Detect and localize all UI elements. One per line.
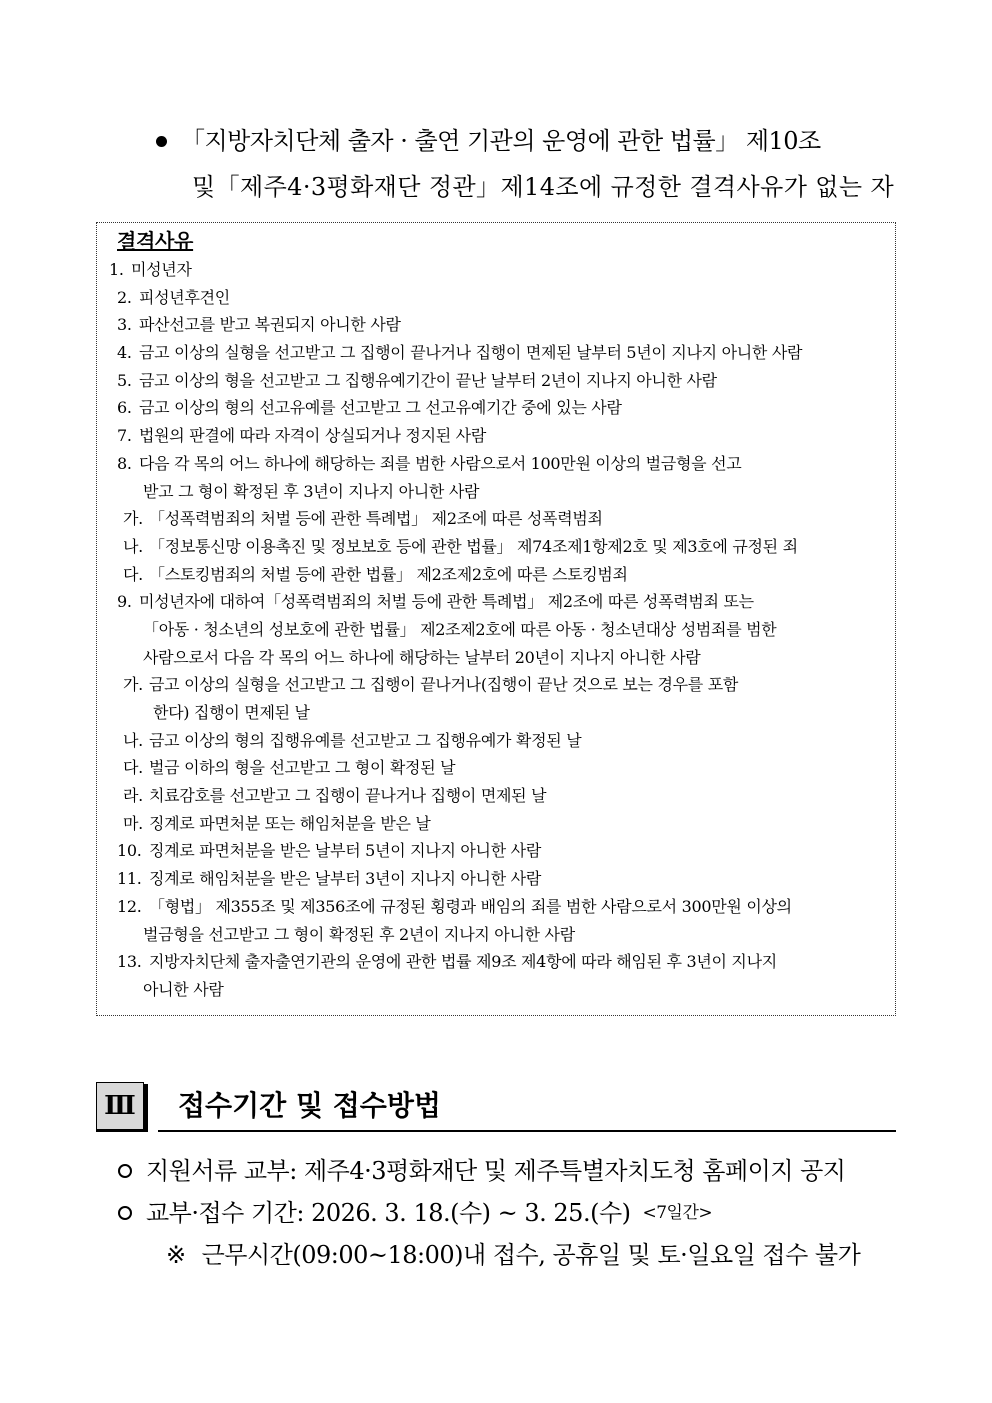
item-text: 피성년후견인 [139,287,230,307]
list-item [97,727,897,755]
intro-text-1: 「지방자치단체 출자 · 출연 기관의 운영에 관한 법률」 제10조 [181,127,821,155]
list-item [97,367,897,395]
list-item [97,284,897,312]
disqualification-box [96,222,896,1016]
item-text: 「아동 · 청소년의 성보호에 관한 법률」 제2조제2호에 따른 아동 · 청소년대상 성범죄를 범한 [143,619,777,639]
item-number: 10. [117,841,142,861]
note-mark: ※ [166,1241,186,1269]
item-text: 「형법」 제355조 및 제356조에 규정된 횡령과 배임의 죄를 범한 사람으로서 300만원 이상의 [149,896,792,916]
item-number: 7. [117,426,132,446]
list-item [97,533,897,561]
list-item [97,339,897,367]
item-number: 2. [117,287,132,307]
item-number: 마. [123,813,143,833]
item-text: 「스토킹범죄의 처벌 등에 관한 법률」 제2조제2호에 따른 스토킹범죄 [149,564,628,584]
apply-line-1 [118,1150,898,1192]
item-text: 징계로 파면처분 또는 해임처분을 받은 날 [149,813,431,833]
list-item [97,865,897,893]
intro-line-1 [150,118,900,164]
list-item [97,616,897,644]
item-text: 아니한 사람 [143,979,224,999]
item-text: 금고 이상의 형의 집행유예를 선고받고 그 집행유예가 확정된 날 [149,730,582,750]
item-text: 금고 이상의 실형을 선고받고 그 집행이 끝나거나 집행이 면제된 날부터 5년이 지나지 아니한 사람 [139,343,803,363]
section-number: Ⅲ [96,1082,144,1130]
list-item [97,588,897,616]
item-number: 11. [117,869,142,889]
list-item [97,450,897,478]
circle-bullet-icon [118,1164,132,1178]
item-number: 가. [123,509,143,529]
list-item [97,561,897,589]
item-text: 징계로 해임처분을 받은 날부터 3년이 지나지 아니한 사람 [149,869,541,889]
item-text: 받고 그 형이 확정된 후 3년이 지나지 아니한 사람 [143,481,480,501]
bullet-icon [156,136,167,147]
item-number: 다. [123,758,143,778]
list-item [97,921,897,949]
item-text: 벌금형을 선고받고 그 형이 확정된 후 2년이 지나지 아니한 사람 [143,924,575,944]
item-text: 벌금 이하의 형을 선고받고 그 형이 확정된 날 [149,758,456,778]
item-text: 미성년자에 대하여「성폭력범죄의 처벌 등에 관한 특례법」 제2조에 따른 성폭력범죄 또는 [139,592,754,612]
item-text: 금고 이상의 실형을 선고받고 그 집행이 끝나거나(집행이 끝난 것으로 보는 경우를 포함 [149,675,739,695]
item-number: 5. [117,370,132,390]
list-item [97,699,897,727]
apply-note-text: 근무시간(09:00~18:00)내 접수, 공휴일 및 토·일요일 접수 불가 [201,1241,861,1269]
item-text: 금고 이상의 형을 선고받고 그 집행유예기간이 끝난 날부터 2년이 지나지 아니한 사람 [139,370,717,390]
item-number: 1. [109,260,124,279]
item-number: 가. [123,675,143,695]
apply-text-1: 지원서류 교부: 제주4·3평화재단 및 제주특별자치도청 홈페이지 공지 [146,1157,846,1185]
apply-duration: <7일간> [642,1203,713,1223]
item-number: 12. [117,896,142,916]
item-text: 파산선고를 받고 복권되지 아니한 사람 [139,315,401,335]
list-item [97,311,897,339]
list-item [97,505,897,533]
item-number: 9. [117,592,132,612]
list-item [97,422,897,450]
list-item [97,754,897,782]
list-item [97,671,897,699]
section-header [96,1082,896,1132]
item-text: 다음 각 목의 어느 하나에 해당하는 죄를 범한 사람으로서 100만원 이상의 벌금형을 선고 [139,453,742,473]
item-text: 법원의 판결에 따라 자격이 상실되거나 정지된 사람 [139,426,486,446]
item-number: 6. [117,398,132,418]
item-text: 「정보통신망 이용촉진 및 정보보호 등에 관한 법률」 제74조제1항제2호 및 제3호에 규정된 죄 [149,536,798,556]
item-number: 13. [117,952,142,972]
list-item [97,478,897,506]
list-item [97,810,897,838]
box-title: 결격사유 [117,229,194,253]
list-item [97,837,897,865]
list-item [97,256,897,284]
section-divider-left [96,1130,144,1132]
item-number: 라. [123,786,143,806]
item-text: 미성년자 [131,260,192,279]
eligibility-intro [150,118,900,210]
application-info [118,1150,898,1276]
section-number-shadow [144,1084,148,1132]
item-text: 지방자치단체 출자출연기관의 운영에 관한 법률 제9조 제4항에 따라 해임된 후 3년이 지나지 [149,952,777,972]
item-text: 금고 이상의 형의 선고유예를 선고받고 그 선고유예기간 중에 있는 사람 [139,398,622,418]
disqualification-list [97,256,897,1004]
list-item [97,948,897,976]
item-number: 나. [123,536,143,556]
item-number: 4. [117,343,132,363]
circle-bullet-icon [118,1206,132,1220]
apply-line-2 [118,1192,898,1234]
apply-note [118,1234,898,1276]
list-item [97,644,897,672]
item-number: 8. [117,453,132,473]
item-text: 한다) 집행이 면제된 날 [153,703,310,722]
item-text: 치료감호를 선고받고 그 집행이 끝나거나 집행이 면제된 날 [149,786,547,806]
item-text: 사람으로서 다음 각 목의 어느 하나에 해당하는 날부터 20년이 지나지 아니한 사람 [143,647,701,667]
item-number: 나. [123,730,143,750]
item-text: 징계로 파면처분을 받은 날부터 5년이 지나지 아니한 사람 [149,841,541,861]
section-title: 접수기간 및 접수방법 [178,1089,441,1122]
item-text: 「성폭력범죄의 처벌 등에 관한 특례법」 제2조에 따른 성폭력범죄 [149,509,603,529]
list-item [97,394,897,422]
intro-line-2 [150,164,900,210]
intro-text-2: 및「제주4·3평화재단 정관」제14조에 규정한 결격사유가 없는 자 [192,173,895,201]
apply-text-2: 교부·접수 기간: 2026. 3. 18.(수) ~ 3. 25.(수) [146,1199,631,1227]
list-item [97,782,897,810]
section-divider [158,1130,896,1132]
list-item [97,976,897,1004]
list-item [97,893,897,921]
item-number: 다. [123,564,143,584]
item-number: 3. [117,315,132,335]
